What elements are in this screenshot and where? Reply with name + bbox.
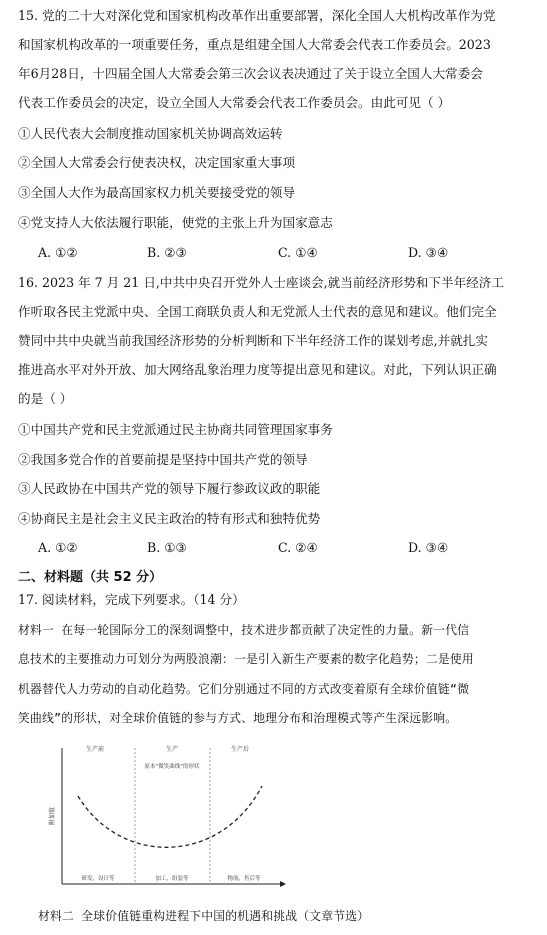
stage-label-pre: 生产前 <box>85 746 105 753</box>
q15-item-2: ②全国人大常委会行使表决权，决定国家重大事项 <box>18 155 296 170</box>
smile-curve <box>78 786 262 847</box>
q16-item-2: ②我国多党合作的首要前提是坚持中国共产党的领导 <box>18 452 308 467</box>
q15-stem-line-1: 15. 党的二十大对深化党和国家机构改革作出重要部署，深化全国人大机构改革作为党 <box>18 8 496 23</box>
q16-stem-line-2: 作听取各民主党派中央、全国工商联负责人和无党派人士代表的意见和建议。他们完全 <box>18 304 497 319</box>
smile-curve-figure <box>40 738 300 900</box>
q16-option-b[interactable]: B. ①③ <box>147 540 187 555</box>
stage-label-production: 生产 <box>165 746 179 753</box>
x-axis-arrow <box>280 881 286 887</box>
stage-label-post: 生产后 <box>230 746 250 753</box>
material-1-line-1: 材料一 在每一轮国际分工的深刻调整中，技术进步都贡献了决定性的力量。新一代信 <box>18 623 470 637</box>
q15-item-1: ①人民代表大会制度推动国家机关协调高效运转 <box>18 126 283 141</box>
q16-stem-line-3: 赞同中共中央就当前我国经济形势的分析判断和下半年经济工作的谋划考虑,并就扎实 <box>18 333 488 348</box>
q16-item-1: ①中国共产党和民主党派通过民主协商共同管理国家事务 <box>18 422 333 437</box>
bottom-label-rd: 研发，设计等 <box>81 876 115 882</box>
q16-option-c[interactable]: C. ②④ <box>278 540 318 555</box>
q15-stem-line-3: 年6月28日，十四届全国人大常委会第三次会议表决通过了关于设立全国人大常委会 <box>18 66 483 81</box>
q16-stem-line-5: 的是（ ） <box>18 391 73 406</box>
q17-intro: 17. 阅读材料，完成下列要求。（14 分） <box>18 592 245 607</box>
q15-stem-line-4: 代表工作委员会的决定，设立全国人大常委会代表工作委员会。由此可见（ ） <box>18 95 451 110</box>
material-1-line-3: 机器替代人力劳动的自动化趋势。它们分别通过不同的方式改变着原有全球价值链“微 <box>18 682 470 696</box>
q15-option-d[interactable]: D. ③④ <box>408 245 449 260</box>
q15-option-a[interactable]: A. ①② <box>38 245 78 260</box>
material-1-line-4: 笑曲线”的形状，对全球价值链的参与方式、地理分布和治理模式等产生深远影响。 <box>18 711 458 725</box>
q15-item-3: ③全国人大作为最高国家权力机关要接受党的领导 <box>18 185 296 200</box>
section-heading: 二、材料题（共 52 分） <box>18 570 163 585</box>
bottom-label-logistics: 物流，售后等 <box>227 876 261 882</box>
y-axis-label: 附加值 <box>49 806 56 826</box>
q15-stem-line-2: 和国家机构改革的一项重要任务，重点是组建全国人大常委会代表工作委员会。2023 <box>18 37 491 52</box>
q16-option-a[interactable]: A. ①② <box>38 540 78 555</box>
material-1-line-2: 息技术的主要推动力可划分为两股浪潮：一是引入新生产要素的数字化趋势；二是使用 <box>18 652 474 666</box>
q15-item-4: ④党支持人大依法履行职能，使党的主张上升为国家意志 <box>18 215 333 230</box>
q15-option-b[interactable]: B. ②③ <box>147 245 187 260</box>
q16-item-4: ④协商民主是社会主义民主政治的特有形式和独特优势 <box>18 511 321 526</box>
q16-stem-line-1: 16. 2023 年 7 月 21 日,中共中央召开党外人士座谈会,就当前经济形势和下半年经济工 <box>18 275 504 290</box>
q16-option-d[interactable]: D. ③④ <box>408 540 449 555</box>
q15-option-c[interactable]: C. ①④ <box>278 245 318 260</box>
curve-caption: 原本“微笑曲线”的形状 <box>144 764 200 770</box>
q16-item-3: ③人民政协在中国共产党的领导下履行参政议政的职能 <box>18 481 321 496</box>
q16-stem-line-4: 推进高水平对外开放、加大网络乱象治理力度等提出意见和建议。对此，下列认识正确 <box>18 362 497 377</box>
bottom-label-assembly: 加工，组装等 <box>155 876 189 882</box>
material-2-heading: 材料二 全球价值链重构进程下中国的机遇和挑战（文章节选） <box>38 909 370 923</box>
